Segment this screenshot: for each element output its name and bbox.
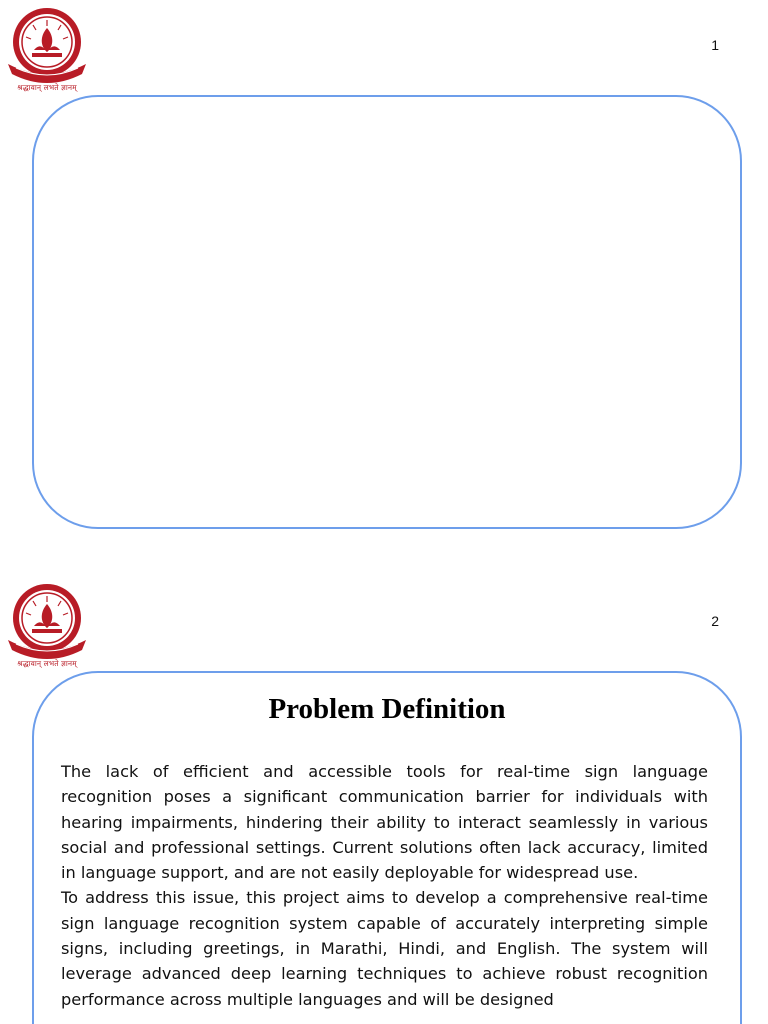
university-seal-icon [6,4,88,84]
university-seal-logo [6,4,88,96]
motto-text: श्रद्धावान् लभते ज्ञानम् [17,659,77,668]
slide-title: Problem Definition [268,693,506,725]
university-seal-logo [6,580,88,672]
motto-text: श्रद्धावान् लभते ज्ञानम् [17,83,77,92]
problem-statement [61,759,708,1012]
page-number: 1 [711,37,719,53]
university-seal-icon [6,580,88,660]
slide-2 [0,576,768,1024]
paragraph: To address this issue, this project aims to develop a comprehensive real-time sign language recognition system capable of accurately interpreting simple signs, including greetings, in Marathi, Hindi, and English. The system will leverage advanced deep learning techniques to achieve robust recognition performance across multiple languages and will be designed [61,888,708,1009]
paragraph: The lack of efficient and accessible tools for real-time sign language recognition poses a significant communication barrier for individuals with hearing impairments, hindering their ability to interact seamlessly in various social and professional settings. Current solutions often lack accuracy, limited in language support, and are not easily deployable for widespread use. [61,762,708,883]
content-frame [32,95,742,529]
page-number: 2 [711,613,719,629]
content-frame [32,671,742,1024]
